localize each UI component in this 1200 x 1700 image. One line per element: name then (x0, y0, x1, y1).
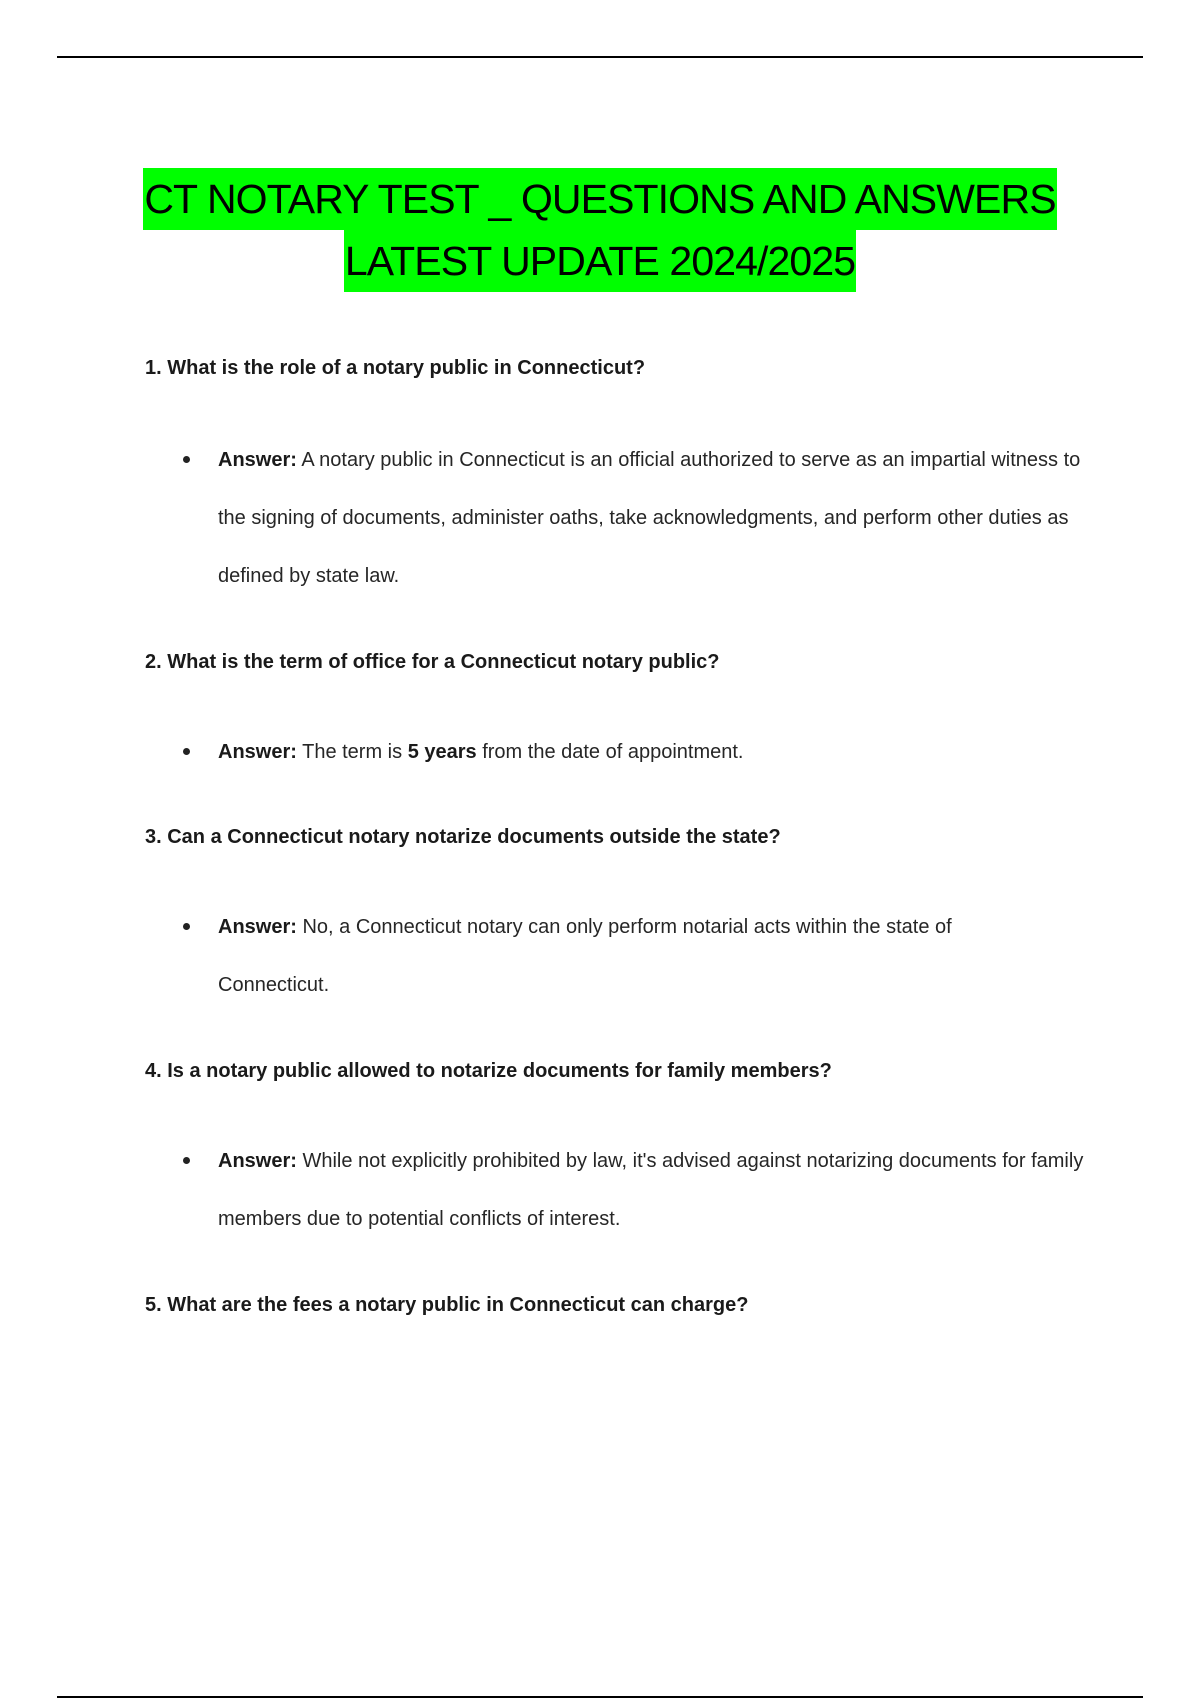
answer-body: No, a Connecticut notary can only perform notarial acts within the state of Connecticut. (218, 916, 952, 996)
question-1: 1. What is the role of a notary public in Connecticut? (145, 357, 646, 379)
answer-1-text (218, 431, 1098, 605)
question-2: 2. What is the term of office for a Connecticut notary public? (145, 651, 720, 673)
question-3: 3. Can a Connecticut notary notarize documents outside the state? (145, 826, 781, 848)
question-4: 4. Is a notary public allowed to notarize documents for family members? (145, 1060, 832, 1082)
answer-body: While not explicitly prohibited by law, it's advised against notarizing documents for family members due to potential conflicts of interest. (218, 1150, 1084, 1230)
bullet-icon (183, 923, 190, 930)
top-rule (57, 56, 1143, 58)
answer-label: Answer: (218, 1150, 297, 1172)
answer-body-pre: The term is (296, 741, 408, 763)
title-line-2: LATEST UPDATE 2024/2025 (344, 230, 856, 292)
answer-label: Answer: (218, 741, 297, 763)
document-title (0, 168, 1200, 292)
answer-label: Answer: (218, 916, 297, 938)
bullet-icon (183, 456, 190, 463)
answer-body-post: from the date of appointment. (476, 741, 744, 763)
title-line-1: CT NOTARY TEST _ QUESTIONS AND ANSWERS (143, 168, 1056, 230)
bottom-rule (57, 1696, 1143, 1698)
answer-4-text (218, 1132, 1118, 1248)
question-5: 5. What are the fees a notary public in Connecticut can charge? (145, 1294, 749, 1316)
answer-body-emphasis: 5 years (407, 741, 477, 763)
answer-2-text (218, 723, 1118, 781)
answer-body: A notary public in Connecticut is an official authorized to serve as an impartial witness to the signing of documents, administer oaths, take acknowledgments, and perform other duties as defined by state law. (218, 449, 1081, 587)
answer-label: Answer: (218, 449, 297, 471)
bullet-icon (183, 1157, 190, 1164)
answer-3-text (218, 898, 1068, 1014)
bullet-icon (183, 748, 190, 755)
